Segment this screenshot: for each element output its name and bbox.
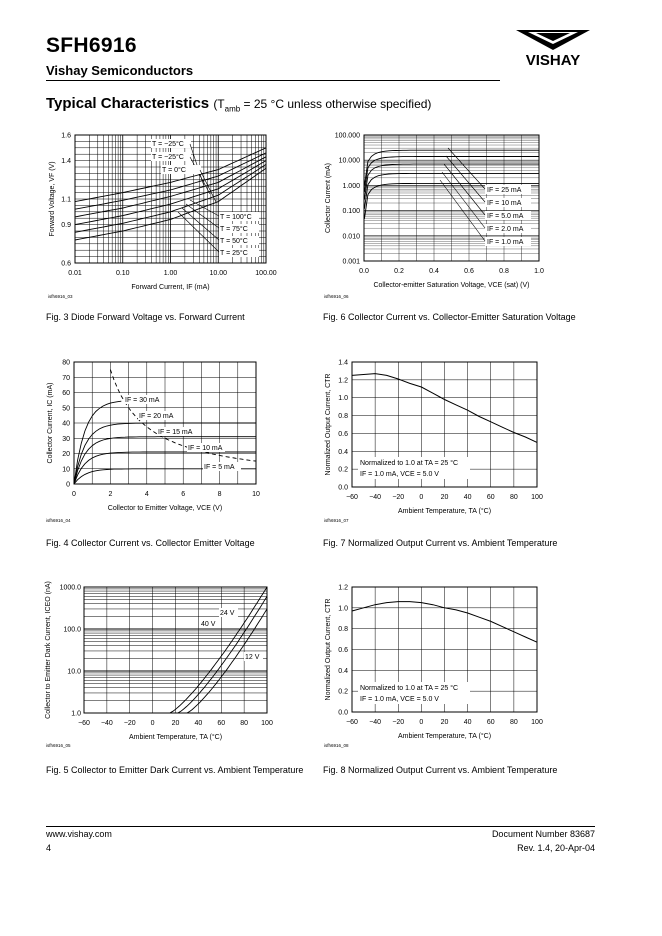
x-tick-label: 1.0 (534, 268, 544, 275)
y-tick-label: 0.9 (61, 222, 71, 230)
x-tick-label: 2 (108, 491, 113, 498)
y-tick-label: 1.4 (338, 359, 348, 367)
legend-label: IF = 5.0 mA (487, 213, 524, 220)
footer-website[interactable]: www.vishay.com (46, 829, 112, 839)
x-tick-label: 0.10 (115, 270, 130, 277)
figure-3-caption: Fig. 3 Diode Forward Voltage vs. Forward Current (46, 312, 245, 322)
x-tick-label: 1.00 (163, 270, 178, 277)
y-tick-label: 1.6 (61, 132, 71, 140)
series-line (170, 587, 267, 713)
x-tick-label: −60 (346, 719, 358, 726)
x-tick-label: 6 (181, 491, 186, 498)
figure-code: isfh6916_08 (324, 743, 349, 748)
y-tick-label: 30 (62, 435, 70, 443)
y-tick-label: 0.4 (338, 448, 348, 456)
figure-7-caption: Fig. 7 Normalized Output Current vs. Ambient Temperature (323, 538, 558, 548)
figure-8-caption: Fig. 8 Normalized Output Current vs. Ambient Temperature (323, 765, 558, 775)
x-tick-label: 0.4 (429, 268, 439, 275)
series-label: IF = 30 mA (125, 397, 160, 404)
y-tick-label: 0.6 (61, 260, 71, 268)
y-tick-label: 100.000 (334, 132, 360, 140)
y-tick-label: 50 (62, 405, 70, 413)
y-tick-label: 1.0 (338, 605, 348, 613)
doc-title: SFH6916 (46, 34, 137, 57)
series-label: IF = 15 mA (158, 429, 193, 436)
x-tick-label: −40 (369, 719, 382, 726)
y-axis-label: Normalized Output Current, CTR (325, 598, 332, 701)
y-tick-label: 10.000 (338, 157, 360, 165)
y-tick-label: 1000.0 (59, 584, 81, 592)
x-axis-label: Ambient Temperature, TA (°C) (397, 733, 492, 740)
label-pointer (444, 164, 485, 215)
company-name: Vishay Semiconductors (46, 63, 194, 78)
figure-5-chart (40, 580, 280, 755)
label-pointer (190, 200, 219, 216)
label-pointer (190, 157, 210, 194)
y-tick-label: 20 (62, 451, 70, 458)
x-tick-label: 100 (531, 719, 543, 726)
series-label: IF = 10 mA (188, 445, 223, 452)
figure-3-chart (40, 126, 280, 306)
x-tick-label: −20 (392, 719, 405, 726)
y-tick-label: 0.6 (338, 430, 348, 438)
y-axis-label: Normalized Output Current, CTR (325, 373, 332, 476)
figure-code: isfh6916_07 (324, 518, 349, 523)
section-title (46, 95, 431, 113)
y-axis-label: Forward Voltage, VF (V) (49, 161, 56, 237)
y-tick-label: 0.001 (342, 258, 360, 266)
y-tick-label: 80 (62, 359, 70, 367)
y-tick-label: 1.0 (71, 710, 81, 718)
x-tick-label: 100 (531, 494, 543, 501)
x-tick-label: 80 (509, 719, 518, 726)
x-tick-label: 100.00 (255, 270, 277, 277)
x-tick-label: 100 (261, 720, 273, 727)
x-axis-label: Collector-emitter Saturation Voltage, VCE (sat) (V) (373, 282, 530, 289)
legend-label: IF = 25 mA (487, 187, 522, 194)
legend-label: IF = 10 mA (487, 200, 522, 207)
label-pointer (446, 156, 485, 202)
x-tick-label: 20 (171, 720, 180, 727)
figure-8-chart (318, 580, 558, 755)
y-axis-label: Collector Current, IC (mA) (47, 382, 54, 464)
y-tick-label: 1.2 (338, 377, 348, 385)
x-tick-label: 20 (440, 719, 449, 726)
x-tick-label: 10.00 (209, 270, 228, 277)
x-tick-label: 60 (486, 719, 495, 726)
series-label: 12 V (245, 654, 260, 661)
x-tick-label: 0.0 (359, 268, 369, 275)
x-tick-label: 60 (217, 720, 226, 727)
figure-5-caption: Fig. 5 Collector to Emitter Dark Current vs. Ambient Temperature (46, 765, 304, 775)
series-label: T = −25°C (152, 141, 184, 148)
y-tick-label: 100.0 (63, 626, 81, 634)
x-tick-label: 20 (440, 494, 449, 501)
figure-6-caption: Fig. 6 Collector Current vs. Collector-Emitter Saturation Voltage (323, 312, 576, 322)
y-tick-label: 40 (62, 420, 70, 428)
x-tick-label: 40 (463, 494, 472, 501)
x-axis-label: Ambient Temperature, TA (°C) (128, 734, 223, 741)
series-label: T = 0°C (162, 167, 186, 174)
x-tick-label: 0 (72, 491, 76, 498)
note-line-2: IF = 1.0 mA, VCE = 5.0 V (360, 696, 439, 703)
y-tick-label: 70 (62, 374, 70, 382)
section-condition: ($T_{amb} = 25$ °C unless otherwise specified) (213, 97, 432, 114)
figure-6-chart (318, 126, 598, 306)
x-axis-label: Forward Current, IF (mA) (131, 284, 210, 291)
y-tick-label: 1.2 (338, 584, 348, 592)
legend-label: IF = 1.0 mA (487, 239, 524, 246)
y-tick-label: 0.2 (338, 466, 348, 474)
figure-code: isfh6916_03 (48, 294, 73, 299)
note-line-2: IF = 1.0 mA, VCE = 5.0 V (360, 471, 439, 478)
y-axis-label: Collector Current (mA) (325, 162, 332, 234)
figure-code: isfh6916_05 (46, 743, 71, 748)
x-tick-label: 8 (217, 491, 222, 498)
y-tick-label: 10 (62, 466, 70, 474)
x-tick-label: −20 (392, 494, 405, 501)
x-tick-label: 40 (463, 719, 472, 726)
y-tick-label: 0.8 (338, 626, 348, 634)
x-tick-label: 80 (240, 720, 249, 727)
x-tick-label: 80 (509, 494, 518, 501)
figure-code: isfh6916_04 (46, 518, 71, 523)
x-tick-label: −40 (100, 720, 113, 727)
series-label: IF = 20 mA (139, 413, 174, 420)
series-label: 24 V (220, 610, 235, 617)
x-tick-label: 0.2 (394, 268, 404, 275)
series-label: T = 75°C (220, 226, 248, 233)
y-tick-label: 60 (62, 390, 70, 397)
y-tick-label: 0.2 (338, 688, 348, 696)
x-tick-label: 60 (486, 494, 495, 501)
footer-doc-number: Document Number 83687 (491, 829, 595, 839)
series-label: T = 50°C (220, 238, 248, 245)
series-line (364, 164, 539, 199)
note-line-1: Normalized to 1.0 at TA = 25 °C (360, 460, 459, 467)
x-tick-label: −40 (369, 494, 382, 501)
x-tick-label: −20 (123, 720, 136, 727)
vishay-logo (514, 28, 592, 72)
section-title-text: Typical Characteristics (46, 95, 210, 112)
x-axis-label: Ambient Temperature, TA (°C) (397, 508, 492, 515)
y-tick-label: 1.1 (61, 196, 71, 204)
y-tick-label: 10.0 (67, 668, 81, 676)
label-pointer (448, 148, 485, 189)
logo-text: VISHAY (525, 52, 581, 69)
series-label: T = −25°C (152, 154, 184, 161)
y-tick-label: 0 (66, 481, 70, 489)
x-axis-label: Collector to Emitter Voltage, VCE (V) (107, 505, 223, 512)
x-tick-label: −60 (346, 494, 358, 501)
figure-4-caption: Fig. 4 Collector Current vs. Collector Emitter Voltage (46, 538, 255, 548)
y-tick-label: 1.0 (338, 395, 348, 403)
label-pointer (442, 172, 485, 228)
y-tick-label: 0.6 (338, 647, 348, 654)
y-tick-label: 0.4 (338, 667, 348, 675)
x-tick-label: 40 (194, 720, 203, 727)
footer-revision: Rev. 1.4, 20-Apr-04 (517, 843, 595, 853)
series-label: T = 25°C (220, 250, 248, 257)
x-tick-label: 0.6 (464, 268, 474, 275)
y-tick-label: 0.0 (338, 484, 348, 492)
header-rule (46, 80, 500, 81)
x-tick-label: 0 (419, 719, 424, 726)
x-tick-label: 0 (419, 494, 424, 501)
y-axis-label: Collector to Emitter Dark Current, ICEO (nA) (45, 581, 52, 719)
y-tick-label: 0.8 (338, 413, 348, 421)
x-tick-label: 10 (252, 491, 260, 498)
figure-code: isfh6916_06 (324, 294, 349, 299)
legend-label: IF = 2.0 mA (487, 226, 524, 233)
note-line-1: Normalized to 1.0 at TA = 25 °C (360, 685, 459, 692)
x-tick-label: 0.8 (499, 268, 509, 275)
figure-7-chart (318, 355, 558, 530)
series-label: 40 V (201, 621, 216, 628)
x-tick-label: 0 (150, 720, 155, 727)
series-label: T = 100°C (220, 214, 252, 221)
y-tick-label: 1.4 (61, 158, 71, 166)
footer-page-number: 4 (46, 843, 52, 853)
y-tick-label: 0.0 (338, 709, 348, 717)
x-tick-label: 4 (144, 491, 149, 498)
x-tick-label: 0.01 (68, 270, 82, 277)
figure-4-chart (40, 355, 280, 530)
y-tick-label: 1.000 (342, 182, 360, 190)
y-tick-label: 0.100 (342, 208, 360, 216)
series-label: IF = 5 mA (204, 464, 235, 471)
footer-rule (46, 826, 595, 827)
y-tick-label: 0.010 (342, 233, 360, 241)
x-tick-label: −60 (78, 720, 90, 727)
